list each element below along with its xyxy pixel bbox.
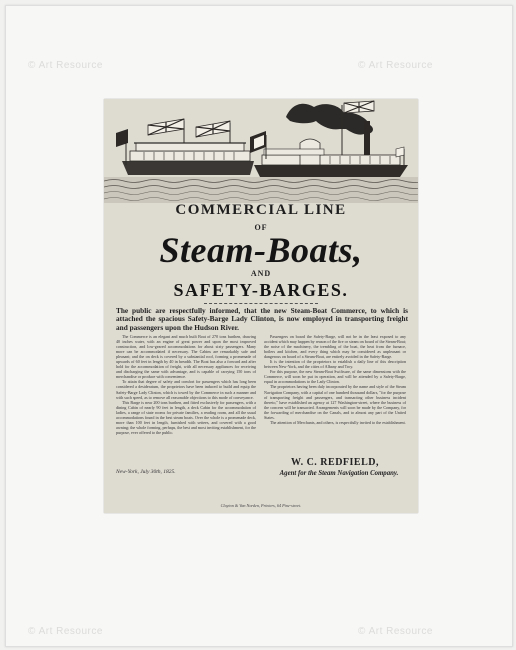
paragraph: It is the intention of the proprietors to establish a daily line of this description between New-York, and the cities of Albany and Troy. [264,359,406,370]
title-commercial-line: COMMERCIAL LINE [175,202,347,218]
dateline: New-York, July 30th, 1825. [116,469,176,475]
signature-name: W. C. REDFIELD, [291,457,379,468]
watermark: © Art Resource [28,60,103,71]
paragraph: This Barge is near 200 tons burthen, and fitted exclusively for passengers, with a dining Cabin of nearly 90 feet in length, a deck Cabin for the accommodation of ladies, a range of state rooms for private families, a reading room, and all the usual accommodations found in the best steam boats. Over the whole is a promenade deck, more than 100 feet in length, furnished with settees, and covered with a good awning; the whole forming, perhaps, the best and most inviting establishment, for the purpose, ever offered to the public. [116,399,256,435]
intro-paragraph: The public are respectfully informed, that the new Steam-Boat Commerce, to which is attached the spacious Safety-Barge Lady Clinton, is now employed in transporting freight and passengers upon the Hudson River. [116,306,408,332]
paragraph: The attention of Merchants, and others, is respectfully invited to the establishment. [270,419,406,425]
ornamental-divider [204,303,318,304]
safety-barge [116,119,254,175]
title-and: AND [250,269,272,278]
paragraph: The proprietors having been duly incorporated by the name and style of the Steam Navigation Company, with a capital of one hundred thousand dollars, "for the purpose of transporting freight and passengers, and transacting other business incident thereto," have established an agency at 127 Washington-street, where the business of the concern will be transacted. Arrangements will soon be made by the Company, for the forwarding of merchandise on the Canals, and to almost any part of the United States. [264,384,406,420]
paragraph: The Commerce is an elegant and much built Boat of 270 tons burthen, drawing 40 inches water, with an engine of great power and upon the most improved construction, and low-geared accommodations for about sixty passengers. Many more can be accommodated if necessary. The Cabins are remarkably safe and pleasant; and the on deck is covered by a substantial roof, forming a promenade of upwards of 60 feet in length by 40 in breadth. The Boat has also a forward and after hold for the accommodation of freight, with all necessary appliances for receiving and discharging the same with advantage, and is capable of carrying 150 tons of merchandise or produce with convenience. [116,334,256,380]
water [104,177,418,203]
paragraph: Passengers on board the Safety-Barge, will not be in the least exposed to any accident which may happen by reason of the fire or steam on board of the Steam-Boat; the noise of the machinery, the trembling of the boat, the heat from the furnace, boilers and kitchen, and every thing which may be considered as unpleasant or dangerous on board of a Steam-Boat, are entirely avoided in the Safety-Barge. [264,334,406,360]
broadside-poster [104,99,418,513]
title-steam-boats: Steam-Boats, [159,230,363,270]
title-safety-barges: SAFETY-BARGES. [173,280,349,300]
steamboat-illustration [104,99,418,203]
printer-imprint: Clayton & Van Norden, Printers, 64 Pine-street. [220,503,302,508]
flag [396,147,404,157]
left-column [116,334,256,462]
paragraph: To attain that degree of safety and comfort for passengers which has long been considered a desideratum, the proprietors have been induced to build and equip the Safety-Barge Lady Clinton, which is towed by the Commerce in such a manner and with such speed, as to remove all reasonable objections to this mode of conveyance. [116,379,256,400]
watermark: © Art Resource [358,60,433,71]
watermark: © Art Resource [28,626,103,637]
watermark: © Art Resource [358,626,433,637]
title-of: OF [254,223,268,232]
smokestack [364,121,370,155]
signature-title: Agent for the Steam Navigation Company. [279,470,399,477]
right-column [264,334,406,452]
paragraph: For this purpose, the new Steam-Boat Swiftsure, of the same dimensions with the Commerce, will soon be put in operation, and will be attended by a Safety-Barge, equal in accommodations to the Lady Clinton. [264,369,406,385]
